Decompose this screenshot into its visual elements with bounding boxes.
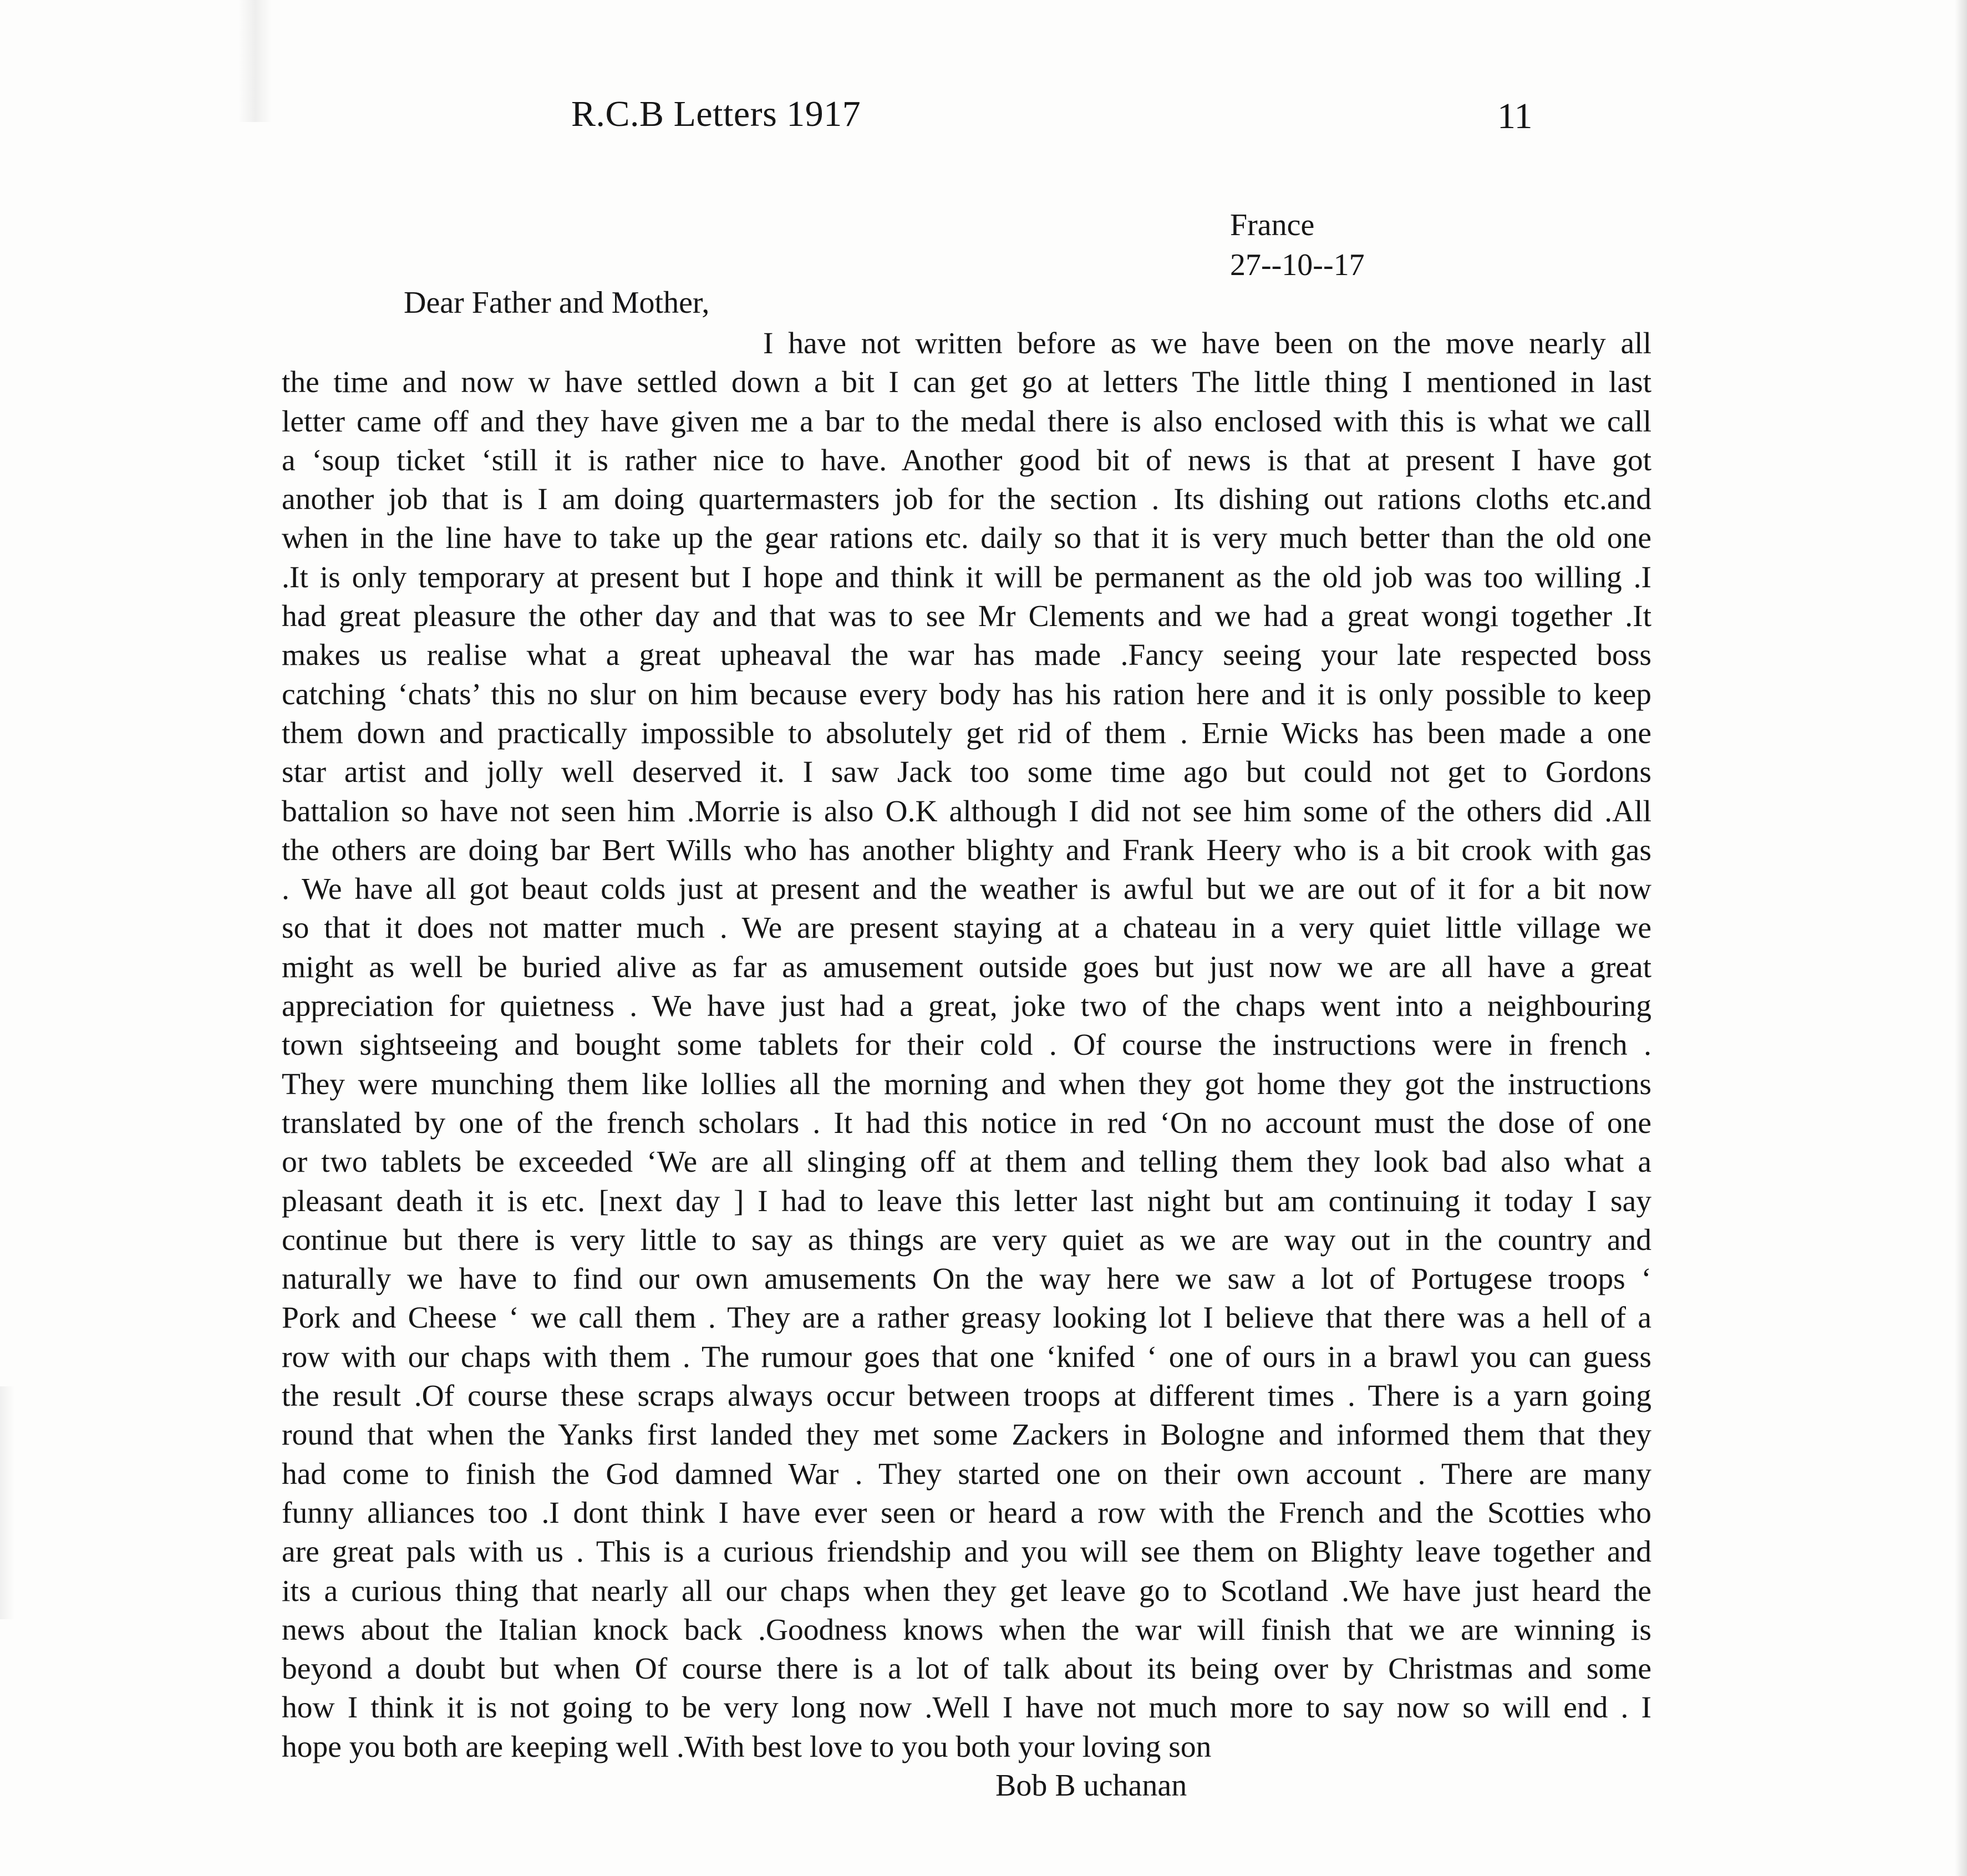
letter-body — [282, 324, 1651, 1767]
letter-line: I have not written before as we have been on the move nearly all — [763, 327, 1651, 360]
letter-line: might as well be buried alive as far as amusement outside goes but just now we are all have a great — [282, 950, 1651, 984]
letter-line: a ‘soup ticket ‘still it is rather nice to have. Another good bit of news is that at present I have got — [282, 443, 1651, 477]
letter-line: row with our chaps with them . The rumour goes that one ‘knifed ‘ one of ours in a brawl you can guess — [282, 1340, 1651, 1374]
letter-line: the result .Of course these scraps always occur between troops at different times . There is a yarn going — [282, 1379, 1651, 1414]
letter-line: . We have all got beaut colds just at present and the weather is awful but we are out of it for a bit now — [282, 872, 1651, 907]
letter-signature: Bob B uchanan — [995, 1768, 1187, 1803]
letter-line: catching ‘chats’ this no slur on him because every body has his ration here and it is only possible to keep — [282, 677, 1651, 711]
letter-line: They were munching them like lollies all the morning and when they got home they got the instructions — [282, 1067, 1651, 1101]
page-header-title: R.C.B Letters 1917 — [571, 94, 861, 134]
letter-line: Pork and Cheese ‘ we call them . They are a rather greasy looking lot I believe that there was a hell of a — [282, 1301, 1651, 1335]
letter-line: star artist and jolly well deserved it. I saw Jack too some time ago but could not get to Gordons — [282, 755, 1651, 790]
scan-edge-left — [0, 1386, 14, 1619]
scan-shadow — [238, 0, 272, 122]
letter-line: another job that is I am doing quartermasters job for the section . Its dishing out rations cloths etc.and — [282, 482, 1651, 517]
letter-line: news about the Italian knock back .Goodness knows when the war will finish that we are winning is — [282, 1613, 1651, 1647]
letter-line: had great pleasure the other day and that was to see Mr Clements and we had a great wongi together .It — [282, 599, 1651, 634]
letter-line: .It is only temporary at present but I hope and think it will be permanent as the old job was too willing .I — [282, 560, 1651, 594]
letter-line: funny alliances too .I dont think I have ever seen or heard a row with the French and the Scotties who — [282, 1496, 1651, 1530]
scan-edge-right — [1955, 0, 1967, 1876]
letter-line: translated by one of the french scholars . It had this notice in red ‘On no account must the dose of one — [282, 1106, 1651, 1140]
letter-line: the time and now w have settled down a bit I can get go at letters The little thing I mentioned in last — [282, 365, 1651, 400]
letter-line: its a curious thing that nearly all our chaps when they get leave go to Scotland .We have just heard the — [282, 1574, 1651, 1608]
letter-line: makes us realise what a great upheaval the war has made .Fancy seeing your late respected boss — [282, 638, 1651, 673]
letter-line: so that it does not matter much . We are present staying at a chateau in a very quiet little village we — [282, 911, 1651, 945]
page-number: 11 — [1497, 96, 1533, 136]
letter-line: letter came off and they have given me a bar to the medal there is also enclosed with this is what we call — [282, 404, 1651, 439]
letter-line: battalion so have not seen him .Morrie is also O.K although I did not see him some of the others did .All — [282, 794, 1651, 828]
letter-line: round that when the Yanks first landed they met some Zackers in Bologne and informed them that they — [282, 1418, 1651, 1452]
letter-line: had come to finish the God damned War . They started one on their own account . There are many — [282, 1457, 1651, 1491]
letter-place: France — [1230, 208, 1315, 242]
letter-salutation: Dear Father and Mother, — [404, 286, 710, 320]
letter-line: them down and practically impossible to absolutely get rid of them . Ernie Wicks has been made a one — [282, 716, 1651, 750]
letter-line: town sightseeing and bought some tablets for their cold . Of course the instructions were in french . — [282, 1028, 1651, 1062]
letter-line: how I think it is not going to be very long now .Well I have not much more to say now so will end . I — [282, 1691, 1651, 1725]
letter-date: 27--10--17 — [1230, 248, 1365, 282]
letter-line: or two tablets be exceeded ‘We are all slinging off at them and telling them they look bad also what a — [282, 1145, 1651, 1180]
letter-line: are great pals with us . This is a curious friendship and you will see them on Blighty leave together and — [282, 1535, 1651, 1569]
letter-line: naturally we have to find our own amusements On the way here we saw a lot of Portugese troops ‘ — [282, 1262, 1651, 1297]
letter-line: hope you both are keeping well .With best love to you both your loving son — [282, 1730, 1212, 1764]
letter-line: appreciation for quietness . We have just had a great, joke two of the chaps went into a neighbouring — [282, 989, 1651, 1024]
letter-line: pleasant death it is etc. [next day ] I had to leave this letter last night but am continuing it today I say — [282, 1184, 1651, 1218]
letter-line: continue but there is very little to say as things are very quiet as we are way out in the country and — [282, 1223, 1651, 1257]
letter-line: when in the line have to take up the gear rations etc. daily so that it is very much better than the old one — [282, 521, 1651, 556]
letter-line: beyond a doubt but when Of course there is a lot of talk about its being over by Christmas and some — [282, 1652, 1651, 1686]
letter-line: the others are doing bar Bert Wills who has another blighty and Frank Heery who is a bit crook with gas — [282, 833, 1651, 867]
